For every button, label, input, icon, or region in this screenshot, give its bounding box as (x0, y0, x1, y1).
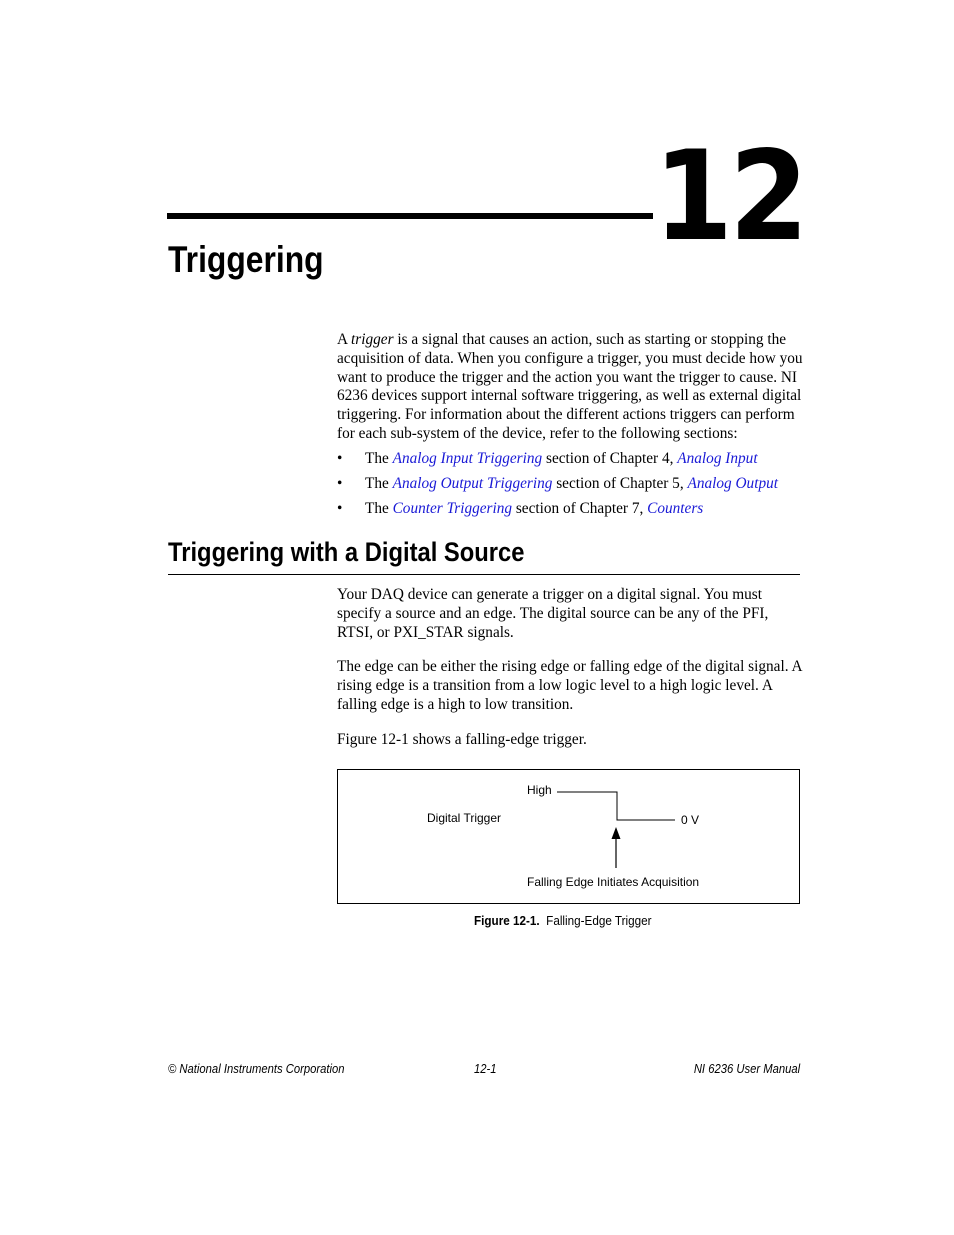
intro-term-trigger: trigger (351, 331, 394, 348)
link-counter-triggering[interactable]: Counter Triggering (392, 500, 513, 517)
section-title: Triggering with a Digital Source (168, 537, 525, 567)
section-rule (168, 574, 800, 575)
bullet-marker: • (337, 450, 343, 467)
footer-copyright: © National Instruments Corporation (168, 1062, 345, 1076)
intro-paragraph (337, 331, 807, 444)
bullet-marker: • (337, 475, 343, 492)
link-analog-output[interactable]: Analog Output (687, 475, 778, 492)
paragraph-text: The edge can be either the rising edge or falling edge of the digital signal. A rising edge is a transition from a low logic level to a high logic level. A falling edge is a high to low transition. (337, 658, 802, 713)
label-digital-trigger: Digital Trigger (427, 811, 502, 825)
intro-text-start: A (337, 331, 352, 348)
chapter-rule (167, 213, 653, 219)
chapter-number: 12 (653, 125, 805, 269)
figure-caption-text: Falling-Edge Trigger (546, 913, 652, 928)
paragraph-text: Figure 12-1 shows a falling-edge trigger. (337, 731, 587, 748)
figure-caption-label: Figure 12-1. (474, 913, 540, 928)
link-analog-input-triggering[interactable]: Analog Input Triggering (392, 450, 543, 467)
chapter-title: Triggering (168, 239, 324, 280)
section-paragraph-3 (337, 731, 807, 750)
label-zero-volts: 0 V (681, 813, 700, 827)
link-counters[interactable]: Counters (647, 500, 704, 517)
figure-caption (474, 913, 652, 929)
list-item-middle: section of Chapter 5, (552, 475, 688, 492)
list-item-middle: section of Chapter 7, (512, 500, 648, 517)
section-paragraph-2 (337, 658, 807, 714)
paragraph-text: Your DAQ device can generate a trigger on a digital signal. You must specify a source and an edge. The digital source can be any of the PFI, RTSI, or PXI_STAR signals. (337, 586, 769, 641)
link-analog-output-triggering[interactable]: Analog Output Triggering (392, 475, 553, 492)
footer-manual-title: NI 6236 User Manual (693, 1062, 800, 1076)
section-paragraph-1 (337, 586, 807, 642)
figure-falling-edge-trigger (337, 769, 800, 904)
list-item-prefix: The (365, 450, 393, 467)
list-item-prefix: The (365, 500, 393, 517)
bullet-marker: • (337, 500, 343, 517)
link-analog-input[interactable]: Analog Input (677, 450, 758, 467)
label-falling-edge: Falling Edge Initiates Acquisition (527, 875, 700, 889)
list-item-middle: section of Chapter 4, (542, 450, 678, 467)
footer-page-number: 12-1 (474, 1062, 497, 1076)
label-high: High (527, 783, 552, 797)
list-item-prefix: The (365, 475, 393, 492)
acquisition-arrow-head (612, 827, 621, 839)
intro-text-rest: is a signal that causes an action, such as starting or stopping the acquisition of data. When you configure a trigger, you must decide how you want to produce the trigger and the action you want the trigger to cause. NI 6236 devices support internal software triggering, as well as external digital triggering. For information about the different actions triggers can perform for each sub-system of the device, refer to the following sections: (337, 331, 803, 442)
trigger-waveform (557, 792, 675, 820)
